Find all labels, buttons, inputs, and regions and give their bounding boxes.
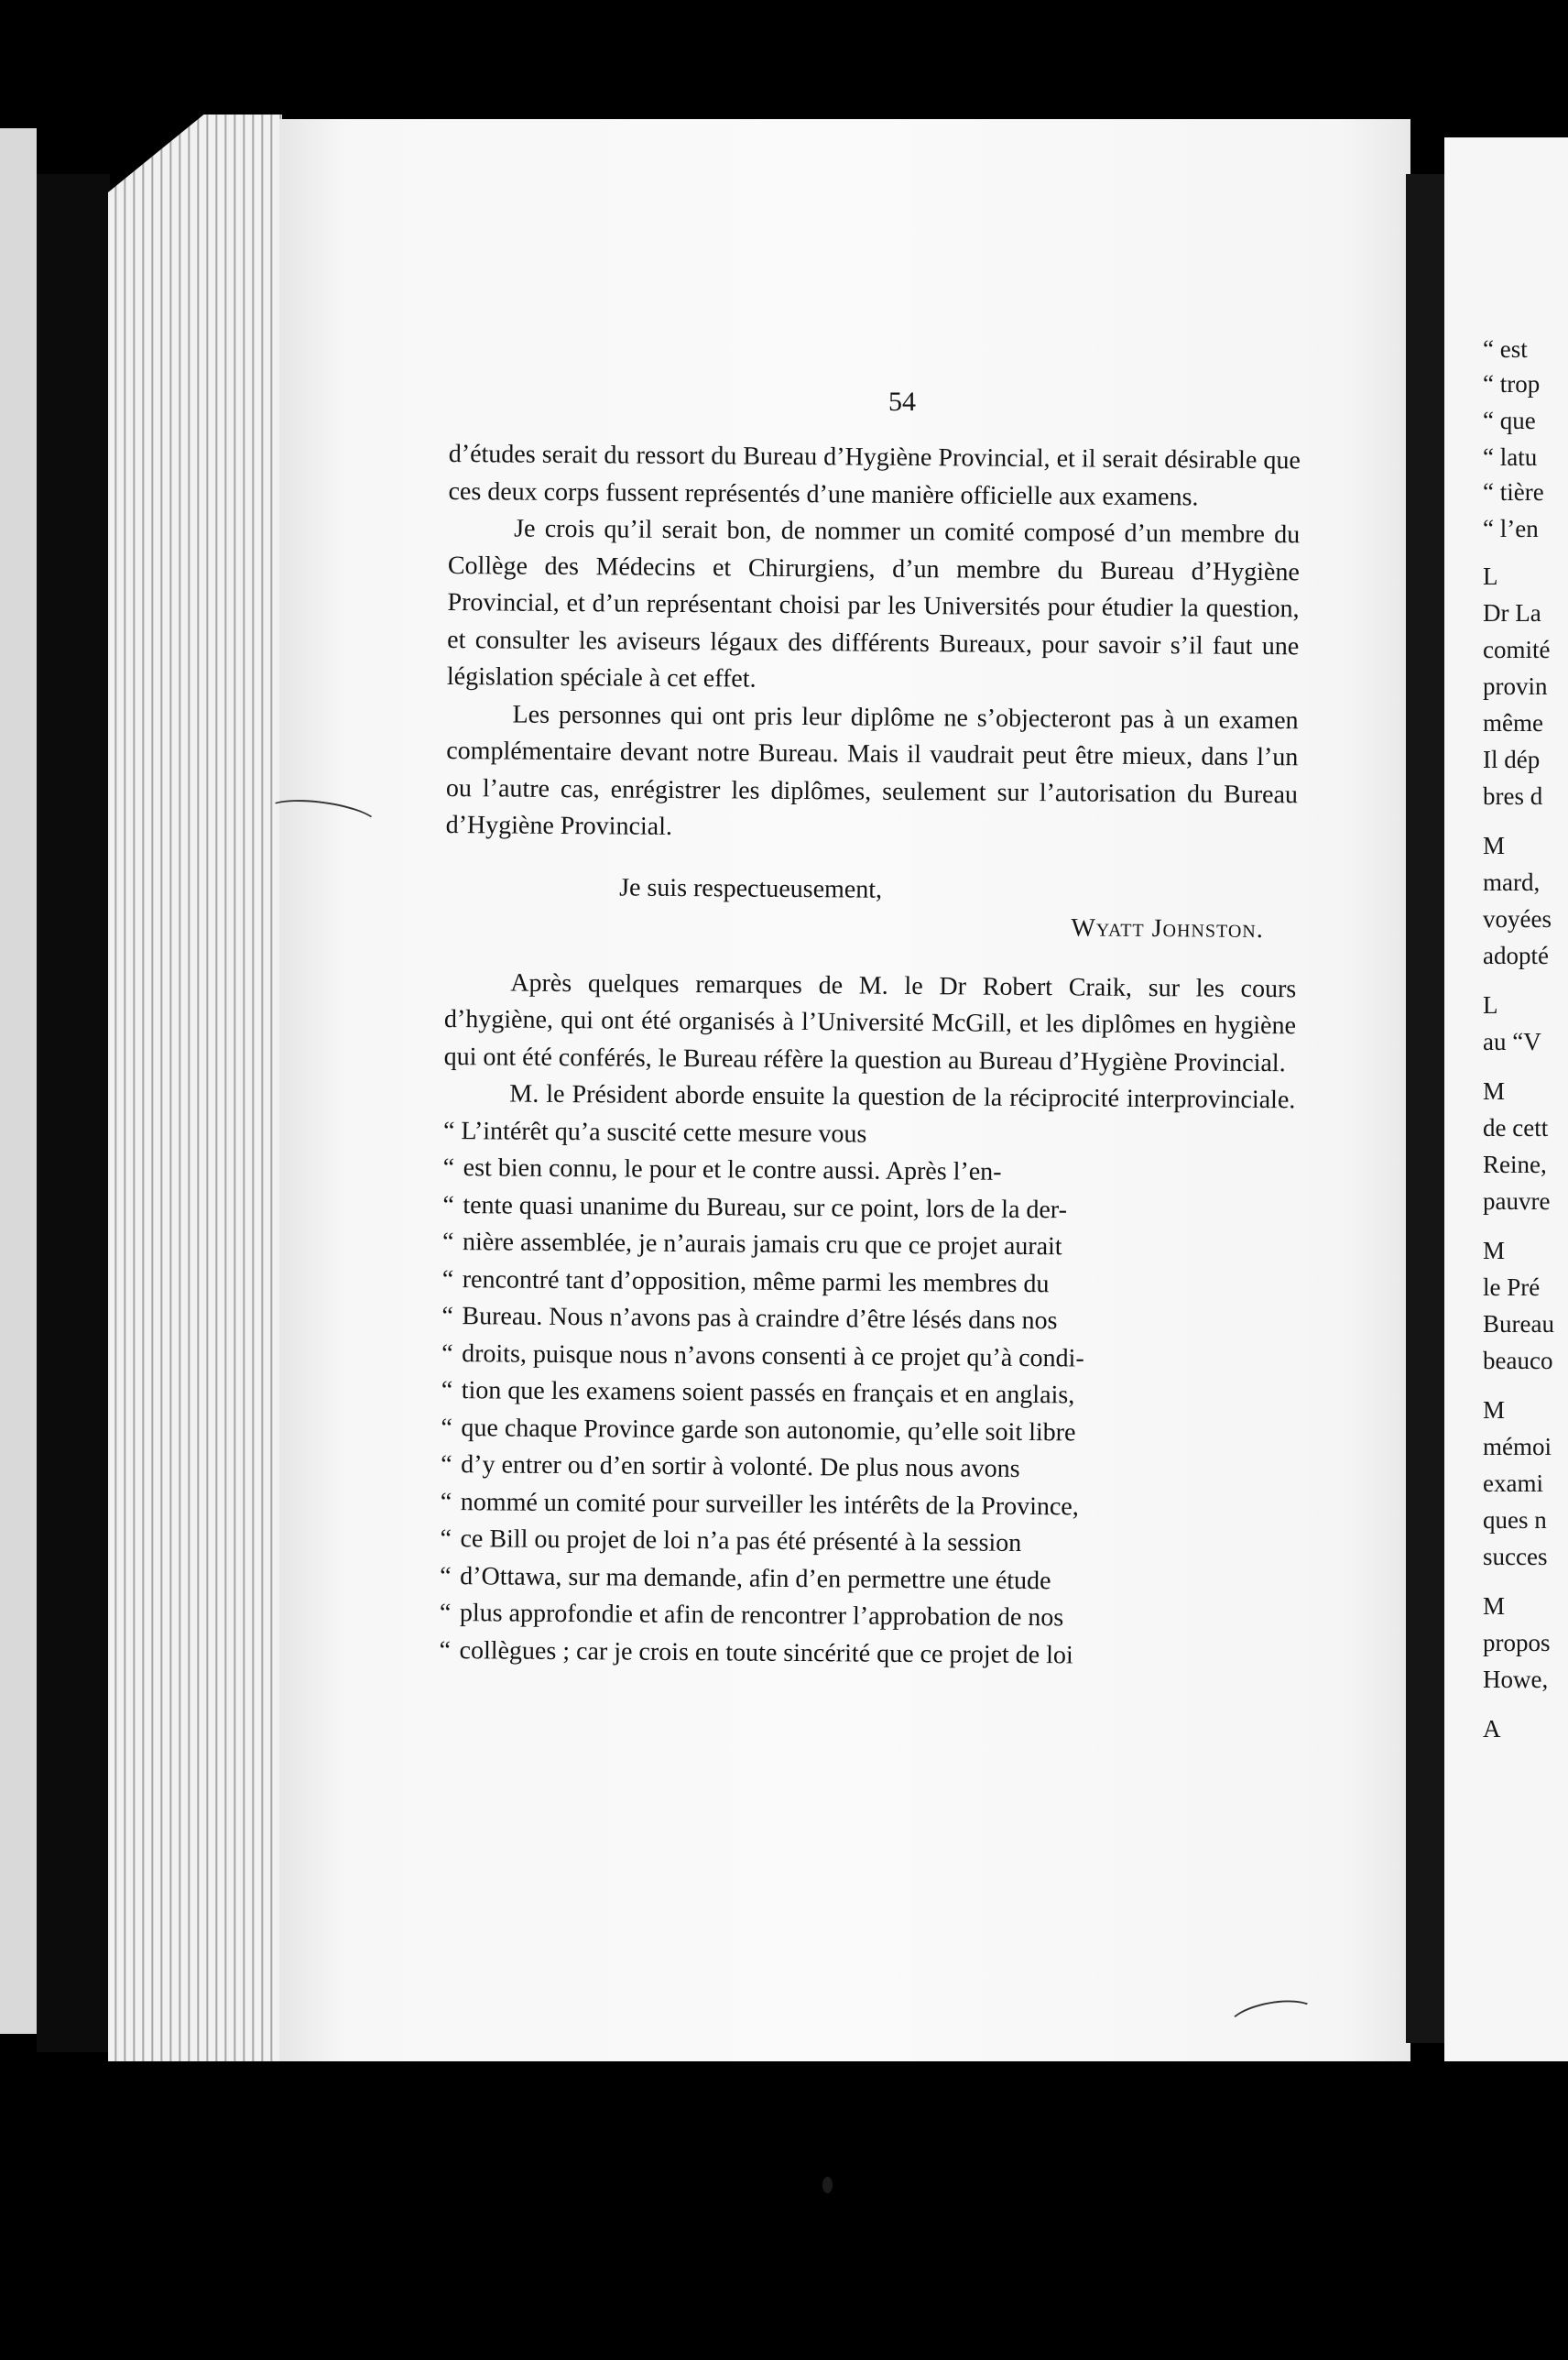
quote-line-text: d’y entrer ou d’en sortir à volonté. De plus nous avons	[461, 1450, 1020, 1483]
quote-line-text: nière assemblée, je n’aurais jamais cru que ce projet aurait	[462, 1228, 1062, 1262]
facing-page-line: M	[1483, 832, 1506, 859]
stacked-page-edges	[108, 115, 282, 2061]
facing-page-line: L	[1483, 991, 1498, 1019]
facing-page-line: pauvre	[1483, 1187, 1551, 1215]
facing-page-line: “ est	[1483, 335, 1528, 363]
facing-page-line: ques n	[1483, 1506, 1547, 1534]
quote-line-text: collègues ; car je crois en toute sincérité que ce projet de loi	[459, 1635, 1073, 1669]
facing-page-line: L	[1483, 563, 1498, 590]
facing-page-line: Bureau	[1483, 1310, 1554, 1338]
quote-mark: “	[441, 1413, 453, 1442]
facing-page-line: de cett	[1483, 1114, 1549, 1142]
facing-page-line: Howe,	[1483, 1666, 1549, 1693]
facing-page-line: “ tière	[1483, 478, 1544, 506]
quote-mark: “	[440, 1487, 452, 1516]
quote-line-text: plus approfondie et afin de rencontrer l’approbation de nos	[459, 1599, 1064, 1633]
facing-page-line: mémoi	[1483, 1433, 1552, 1460]
right-facing-page	[1444, 137, 1568, 2061]
facing-page-line: M	[1483, 1396, 1506, 1424]
facing-page-line: “ trop	[1483, 370, 1541, 398]
facing-page-line: M	[1483, 1237, 1506, 1264]
facing-page-line: Il dép	[1483, 746, 1541, 773]
page-body-text	[439, 436, 1301, 1676]
left-facing-page-edge	[0, 128, 37, 2034]
quote-line	[441, 1298, 1293, 1342]
page-number: 54	[888, 387, 916, 417]
quote-line-text: tente quasi unanime du Bureau, sur ce point, lors de la der-	[463, 1190, 1068, 1224]
ink-blot	[822, 2177, 833, 2193]
paragraph-1: d’études serait du ressort du Bureau d’Hygiène Provincial, et il serait désirable que ces deux corps fussent représentés d’une manière officielle aux examens.	[448, 439, 1301, 511]
paragraph-4: Après quelques remarques de M. le Dr Robert Craik, sur les cours d’hygiène, qui ont été organisés à l’Université McGill, et les diplômes en hygiène qui ont été conférés, le Bureau réfère la question au Bureau d’Hygiène Provincial.	[443, 968, 1297, 1077]
quote-line-text: ce Bill ou projet de loi n’a pas été présenté à la session	[460, 1524, 1022, 1557]
quote-line	[443, 1150, 1295, 1194]
quote-line	[440, 1521, 1291, 1565]
paragraph-2: Je crois qu’il serait bon, de nommer un comité composé d’un membre du Collège des Médecins et Chirurgiens, d’un membre du Bureau d’Hygiène Provincial, et d’un représentant choisi par les Universités pour étudier la question, et consulter les aviseurs légaux des différents Bureaux, pour savoir s’il faut une législation spéciale à cet effet.	[446, 514, 1301, 694]
facing-page-line: “ que	[1483, 407, 1536, 434]
quote-mark: “	[441, 1301, 454, 1331]
letter-signature: Wyatt Johnston.	[1071, 913, 1264, 945]
quote-line-text: Bureau. Nous n’avons pas à craindre d’être lésés dans nos	[462, 1302, 1058, 1336]
facing-page-line: adopté	[1483, 942, 1549, 969]
quote-mark: “	[441, 1338, 453, 1368]
facing-page-line: beauco	[1483, 1347, 1553, 1374]
facing-page-line: exami	[1483, 1470, 1543, 1497]
facing-page-line: M	[1483, 1077, 1506, 1105]
quote-mark: “	[441, 1264, 454, 1294]
facing-page-line: A	[1483, 1715, 1501, 1743]
quote-line	[441, 1372, 1293, 1416]
quote-mark: “	[440, 1561, 452, 1590]
quote-mark: “	[442, 1190, 454, 1219]
left-gutter-shadow	[37, 174, 110, 2052]
quote-line-text: d’Ottawa, sur ma demande, afin d’en permettre une étude	[460, 1561, 1051, 1595]
quote-line-text: est bien connu, le pour et le contre aussi. Après l’en-	[463, 1153, 1002, 1186]
quote-line-text: que chaque Province garde son autonomie, qu’elle soit libre	[461, 1413, 1076, 1447]
facing-page-line: mard,	[1483, 869, 1541, 896]
facing-page-line: bres d	[1483, 782, 1543, 810]
quoted-speech-block	[439, 1150, 1294, 1676]
quote-line	[441, 1447, 1292, 1491]
facing-page-line: “ latu	[1483, 443, 1538, 471]
quote-line-text: nommé un comité pour surveiller les intérêts de la Province,	[460, 1487, 1079, 1521]
facing-page-line: “ l’en	[1483, 515, 1539, 542]
paragraph-5-intro: M. le Président aborde ensuite la question de la réciprocité interprovinciale. “ L’intérêt qu’a suscité cette mesure vous	[442, 1079, 1296, 1149]
quote-mark: “	[440, 1524, 452, 1554]
book-spine-shadow	[1406, 174, 1444, 2043]
facing-page-line: le Pré	[1483, 1273, 1541, 1301]
paragraph-3: Les personnes qui ont pris leur diplôme ne s’objecteront pas à un examen complémentaire devant notre Bureau. Mais il vaudrait peut être mieux, dans l’un ou l’autre cas, enrégistrer les diplômes, seulement sur l’autorisation du Bureau d’Hygiène Provincial.	[445, 700, 1299, 841]
quote-mark: “	[441, 1375, 453, 1405]
scan-bottom-border	[0, 2061, 1568, 2360]
quote-line-text: droits, puisque nous n’avons consenti à ce projet qu’à condi-	[462, 1338, 1084, 1372]
quote-mark: “	[439, 1598, 452, 1628]
quote-mark: “	[441, 1449, 452, 1480]
facing-page-line: comité	[1483, 636, 1551, 663]
facing-page-line: Dr La	[1483, 599, 1541, 627]
quote-line	[440, 1595, 1291, 1639]
facing-page-line: même	[1483, 709, 1543, 737]
letter-closing: Je suis respectueusement,	[619, 872, 883, 904]
facing-page-line: succes	[1483, 1543, 1548, 1570]
quote-line	[439, 1632, 1290, 1676]
quote-mark: “	[441, 1227, 454, 1257]
quote-mark: “	[439, 1635, 452, 1665]
quote-line	[442, 1224, 1294, 1268]
facing-page-line: provin	[1483, 672, 1548, 700]
facing-page-line: M	[1483, 1592, 1506, 1620]
facing-page-line: voyées	[1483, 905, 1552, 933]
quote-mark: “	[442, 1153, 455, 1183]
facing-page-line: Reine,	[1483, 1151, 1547, 1178]
quote-line-text: tion que les examens soient passés en français et en anglais,	[461, 1376, 1075, 1410]
facing-page-line: propos	[1483, 1629, 1551, 1656]
facing-page-line: au “V	[1483, 1028, 1541, 1055]
quote-line-text: rencontré tant d’opposition, même parmi les membres du	[462, 1264, 1050, 1298]
